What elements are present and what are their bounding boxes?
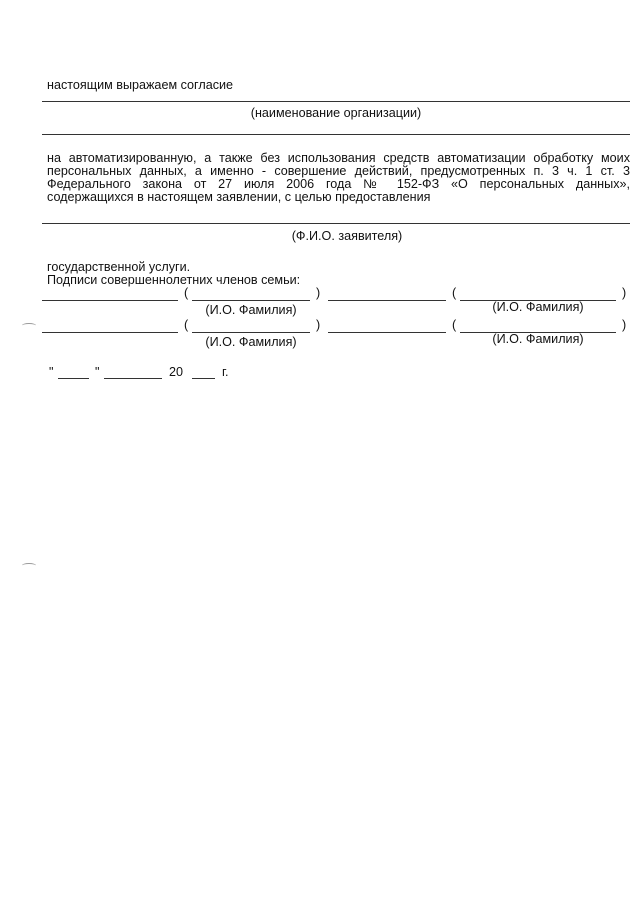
scan-mark <box>22 563 36 568</box>
consent-line-3: Федерального закона от 27 июля 2006 года № 152-ФЗ «О персональных данных», <box>47 177 630 191</box>
consent-line-1: на автоматизированную, а также без использования средств автоматизации обработку моих <box>47 151 630 165</box>
applicant-name-label: (Ф.И.О. заявителя) <box>291 229 403 243</box>
open-paren: ( <box>184 318 189 332</box>
gov-service-text: государственной услуги. <box>47 260 191 274</box>
signature-line <box>42 300 178 301</box>
name-caption: (И.О. Фамилия) <box>492 300 584 314</box>
open-paren: ( <box>452 318 457 332</box>
intro-text: настоящим выражаем согласие <box>47 78 234 92</box>
name-caption: (И.О. Фамилия) <box>205 335 297 349</box>
date-year-prefix: 20 <box>169 365 184 379</box>
minors-signatures-label: Подписи совершеннолетних членов семьи: <box>47 273 301 287</box>
open-paren: ( <box>452 286 457 300</box>
name-line <box>192 332 310 333</box>
name-caption: (И.О. Фамилия) <box>205 303 297 317</box>
organization-line-2 <box>42 134 630 135</box>
consent-paragraph <box>47 152 630 204</box>
applicant-name-line <box>42 223 630 224</box>
date-quote-close: " <box>95 365 100 379</box>
signature-line <box>42 332 178 333</box>
organization-label: (наименование организации) <box>250 106 422 120</box>
close-paren: ) <box>622 286 627 300</box>
date-quote-open: " <box>49 365 54 379</box>
date-day-line <box>58 378 89 379</box>
close-paren: ) <box>316 318 321 332</box>
organization-line <box>42 101 630 102</box>
signature-line <box>328 300 446 301</box>
open-paren: ( <box>184 286 189 300</box>
date-month-line <box>104 378 162 379</box>
close-paren: ) <box>622 318 627 332</box>
consent-line-2: персональных данных, а именно - совершение действий, предусмотренных п. 3 ч. 1 ст. 3 <box>47 164 630 178</box>
date-year-suffix: г. <box>222 365 229 379</box>
scan-mark <box>22 323 36 328</box>
close-paren: ) <box>316 286 321 300</box>
consent-line-4: содержащихся в настоящем заявлении, с целью предоставления <box>47 190 431 204</box>
signature-line <box>328 332 446 333</box>
name-caption: (И.О. Фамилия) <box>492 332 584 346</box>
date-year-line <box>192 378 215 379</box>
name-line <box>192 300 310 301</box>
